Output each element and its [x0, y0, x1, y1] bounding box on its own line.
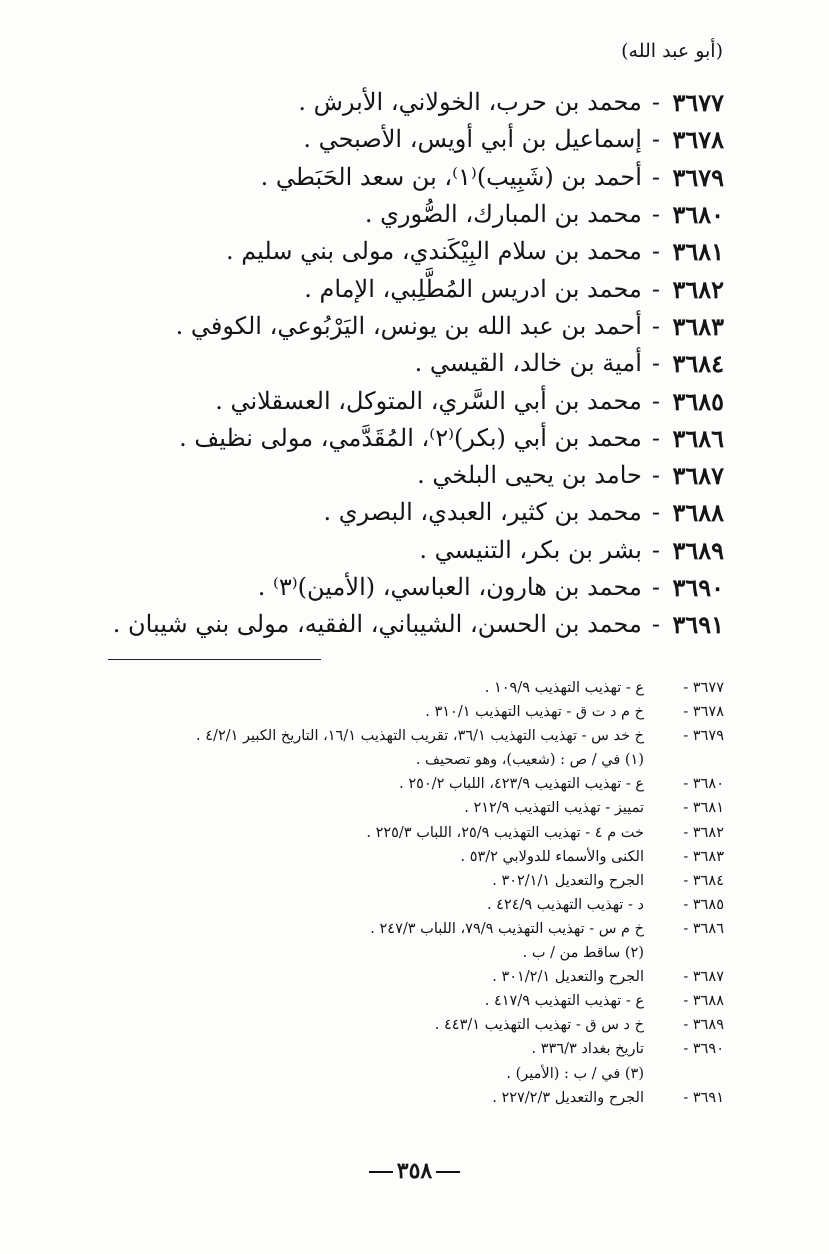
entry-name: محمد بن حرب، الخولاني، الأبرش .: [298, 88, 642, 117]
running-header: (أبو عبد الله): [621, 40, 723, 62]
footnotes: [44, 676, 724, 1110]
footnote-number: ٣٦٩١ -: [683, 1089, 724, 1106]
biography-entry: [84, 196, 724, 233]
footnote-number: ٣٦٨٨ -: [683, 993, 724, 1010]
footnote-text: الجرح والتعديل ٣٠٢/١/١ .: [492, 872, 644, 889]
footnote-number: ٣٦٧٨ -: [683, 704, 724, 721]
entry-name: أمية بن خالد، القيسي .: [414, 349, 642, 378]
biography-entry: [84, 457, 724, 494]
footnote-text: خ م د ت ق - تهذيب التهذيب ٣١٠/١ .: [425, 704, 644, 721]
entry-name: محمد بن ادريس المُطَّلِبي، الإمام .: [304, 274, 642, 303]
biography-entry: [84, 382, 724, 419]
footnote-number: ٣٦٨٩ -: [683, 1017, 724, 1034]
footnote-number: ٣٦٨٢ -: [683, 824, 724, 841]
footnote-number: ٣٦٨٠ -: [683, 776, 724, 793]
footnote-line: [44, 724, 724, 748]
footnote-text: الجرح والتعديل ٢٢٧/٢/٣ .: [492, 1089, 644, 1106]
footnote-number: ٣٦٧٩ -: [683, 728, 724, 745]
entry-dash: -: [651, 311, 660, 340]
entry-name: محمد بن أبي السَّري، المتوكل، العسقلاني .: [215, 386, 642, 415]
entry-name: محمد بن كثير، العبدي، البصري .: [323, 498, 642, 527]
footnote-line: [44, 772, 724, 796]
entry-name: بشر بن بكر، التنيسي .: [419, 535, 642, 564]
entry-name: محمد بن المبارك، الصُّوري .: [364, 200, 642, 229]
footnote-number: ٣٦٨٧ -: [683, 969, 724, 986]
entry-name: أحمد بن (شَبِيب)⁽١⁾، بن سعد الحَبَطي .: [260, 162, 642, 191]
biography-entry: [84, 569, 724, 606]
page-number-bar-right: [436, 1171, 460, 1173]
footnote-number: ٣٦٧٧ -: [683, 680, 724, 696]
footnote-text: تاريخ بغداد ٣٣٦/٣ .: [531, 1041, 644, 1058]
footnote-line: [44, 676, 724, 700]
footnote-number: ٣٦٨٦ -: [683, 920, 724, 937]
footnote-line: [44, 796, 724, 820]
footnote-text: تمييز - تهذيب التهذيب ٢١٢/٩ .: [464, 800, 644, 817]
footnote-line: [44, 845, 724, 869]
footnote-text: الكنى والأسماء للدولابي ٥٣/٢ .: [460, 848, 644, 865]
biography-entry: [84, 84, 724, 121]
entry-number: ٣٦٨٩: [672, 535, 724, 565]
entry-name: أحمد بن عبد الله بن يونس، اليَرْبُوعي، الكوفي .: [175, 311, 642, 340]
footnote-number: ٣٦٨٥ -: [683, 896, 724, 913]
footnote-line: [44, 1062, 724, 1086]
entry-dash: -: [651, 237, 660, 266]
entry-number: ٣٦٨٦: [672, 423, 724, 453]
entry-dash: -: [651, 386, 660, 415]
entry-name: إسماعيل بن أبي أويس، الأصبحي .: [303, 125, 642, 154]
entry-number: ٣٦٨٣: [672, 311, 724, 341]
footnote-text: د - تهذيب التهذيب ٤٢٤/٩ .: [486, 896, 644, 913]
entry-dash: -: [651, 535, 660, 564]
footnote-line: [44, 748, 724, 772]
footnote-separator: [108, 659, 321, 660]
footnote-text: الجرح والتعديل ٣٠١/٢/١ .: [492, 969, 644, 986]
biography-entry: [84, 606, 724, 643]
entry-name: محمد بن الحسن، الشيباني، الفقيه، مولى بني شيبان .: [112, 610, 642, 639]
footnote-number: [644, 1062, 724, 1086]
biography-list: [84, 84, 724, 643]
footnote-line: [44, 965, 724, 989]
entry-number: ٣٦٧٨: [672, 125, 724, 155]
footnote-line: [44, 1013, 724, 1037]
biography-entry: [84, 345, 724, 382]
entry-dash: -: [651, 498, 660, 527]
entry-number: ٣٦٨٤: [672, 349, 724, 379]
biography-entry: [84, 420, 724, 457]
footnote-text: (١) في / ص : (شعيب)، وهو تصحيف .: [415, 752, 644, 769]
footnote-number: ٣٦٩٠ -: [683, 1041, 724, 1058]
entry-number: ٣٦٨٨: [672, 498, 724, 528]
entry-dash: -: [651, 274, 660, 303]
footnote-line: [44, 917, 724, 941]
entry-number: ٣٦٨٢: [672, 274, 724, 304]
footnote-text: خ د س ق - تهذيب التهذيب ٤٤٣/١ .: [434, 1017, 644, 1034]
footnote-number: ٣٦٨١ -: [683, 800, 724, 817]
footnote-line: [44, 1037, 724, 1061]
entry-dash: -: [651, 423, 660, 452]
footnote-text: (٢) ساقط من / ب .: [522, 945, 644, 962]
footnote-text: ع - تهذيب التهذيب ٤٢٣/٩، اللباب ٢٥٠/٢ .: [399, 776, 644, 793]
entry-dash: -: [651, 349, 660, 378]
biography-entry: [84, 532, 724, 569]
entry-number: ٣٦٩٠: [672, 573, 724, 602]
entry-dash: -: [651, 162, 660, 191]
entry-dash: -: [651, 461, 660, 490]
biography-entry: [84, 494, 724, 531]
footnote-line: [44, 893, 724, 917]
footnote-text: خ م س - تهذيب التهذيب ٧٩/٩، اللباب ٢٤٧/٣ .: [370, 920, 644, 937]
entry-dash: -: [651, 125, 660, 154]
entry-dash: -: [651, 88, 660, 117]
entry-number: ٣٦٧٩: [672, 162, 724, 192]
biography-entry: [84, 308, 724, 345]
biography-entry: [84, 159, 724, 196]
biography-entry: [84, 121, 724, 158]
entry-number: ٣٦٨١: [672, 237, 724, 267]
entry-number: ٣٦٨٧: [672, 461, 724, 491]
entry-number: ٣٦٨٥: [672, 386, 724, 416]
footnote-line: [44, 989, 724, 1013]
footnote-line: [44, 941, 724, 965]
footnote-number: [644, 748, 724, 772]
footnote-text: خ خد س - تهذيب التهذيب ٣٦/١، تقريب التهذيب ١٦/١، التاريخ الكبير ٤/٢/١ .: [196, 728, 644, 745]
page-number: [0, 1158, 829, 1184]
footnote-number: ٣٦٨٤ -: [683, 872, 724, 889]
footnote-number: ٣٦٨٣ -: [683, 848, 724, 865]
entry-name: محمد بن أبي (بكر)⁽٢⁾، المُقَدَّمي، مولى نظيف .: [179, 423, 642, 452]
entry-name: محمد بن هارون، العباسي، (الأمين)⁽٣⁾ .: [257, 573, 642, 601]
page-number-bar-left: [369, 1171, 393, 1173]
entry-name: حامد بن يحيى البلخي .: [417, 461, 642, 490]
biography-entry: [84, 233, 724, 270]
footnote-line: [44, 700, 724, 724]
footnote-line: [44, 821, 724, 845]
footnote-number: [644, 941, 724, 965]
footnote-text: خت م ٤ - تهذيب التهذيب ٢٥/٩، اللباب ٢٢٥/٣ .: [366, 824, 644, 841]
entry-number: ٣٦٨٠: [672, 200, 724, 230]
footnote-line: [44, 1086, 724, 1110]
entry-dash: -: [651, 200, 660, 229]
footnote-text: (٣) في / ب : (الأمير) .: [506, 1065, 644, 1082]
biography-entry: [84, 270, 724, 307]
entry-number: ٣٦٩١: [672, 610, 724, 640]
page-number-value: ٣٥٨: [396, 1158, 433, 1184]
entry-number: ٣٦٧٧: [672, 88, 724, 118]
entry-dash: -: [651, 610, 660, 639]
footnote-line: [44, 869, 724, 893]
footnote-text: ع - تهذيب التهذيب ٤١٧/٩ .: [484, 993, 644, 1010]
footnote-text: ع - تهذيب التهذيب ١٠٩/٩ .: [484, 680, 644, 696]
entry-dash: -: [651, 573, 660, 601]
entry-name: محمد بن سلام البِيْكَندي، مولى بني سليم .: [225, 237, 642, 266]
